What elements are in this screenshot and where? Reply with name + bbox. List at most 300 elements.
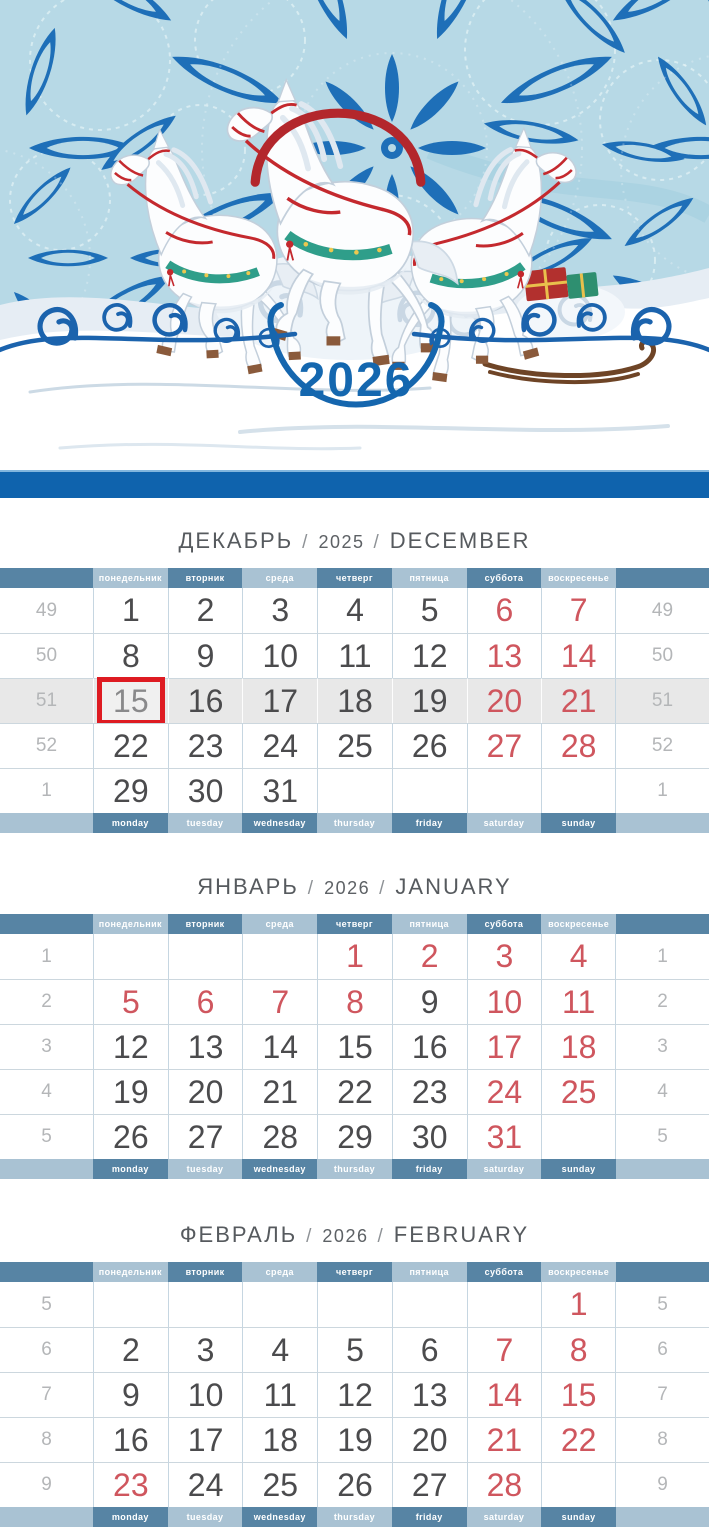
weekday-cell-ru (242, 1262, 317, 1282)
date-cell (541, 1417, 616, 1462)
date-cell (467, 1024, 542, 1069)
week-number-left (0, 1282, 93, 1327)
date-cell (541, 633, 616, 678)
date-cell (242, 1114, 317, 1159)
date-cell-label: 13 (187, 1028, 224, 1065)
date-cell-label: 10 (262, 637, 299, 674)
week-number-left (0, 1372, 93, 1417)
weekday-cell-ru-label: вторник (185, 1267, 225, 1277)
date-cell (467, 1372, 542, 1417)
date-cell-label: 26 (113, 1118, 149, 1155)
date-cell (541, 723, 616, 768)
week-number-left (0, 678, 93, 723)
ornament-center-dot (388, 144, 396, 152)
weekday-cell-ru-label: четверг (335, 919, 373, 929)
week-number-right-label: 1 (657, 945, 668, 967)
date-cell (168, 1024, 243, 1069)
date-cell-label: 15 (113, 682, 149, 719)
month-title (0, 528, 709, 556)
date-cell-label: 22 (337, 1073, 373, 1110)
week-number-right (616, 1024, 709, 1069)
date-cell-label: 17 (187, 1421, 224, 1458)
weekday-cell-ru (392, 568, 467, 588)
week-number-right (616, 1069, 709, 1114)
date-cell-label: 28 (486, 1466, 523, 1503)
date-cell (242, 1024, 317, 1069)
week-number-left-label: 4 (41, 1081, 52, 1102)
month-year: 2026 (322, 1226, 369, 1246)
date-cell (317, 768, 392, 813)
date-cell-label: 26 (337, 1466, 373, 1503)
date-cell-label: 12 (411, 637, 448, 674)
weekday-cell-en-label: friday (415, 1512, 443, 1522)
weekday-cell-ru-label: воскресенье (548, 919, 610, 929)
title-separator: / (307, 878, 316, 899)
date-cell-label: 23 (113, 1466, 149, 1503)
date-cell-label: 8 (121, 637, 140, 674)
weekday-cell-en-label: tuesday (186, 1164, 224, 1174)
weekday-cell-en (242, 813, 317, 833)
strip-edge-left (0, 1262, 93, 1282)
date-cell (93, 1024, 168, 1069)
week-number-left-label: 8 (41, 1429, 52, 1450)
date-cell-label: 31 (262, 772, 299, 809)
week-number-left (0, 768, 93, 813)
week-number-left-label: 6 (41, 1339, 52, 1360)
weekday-cell-en-label: thursday (333, 818, 376, 828)
date-cell (242, 678, 317, 723)
calendar-grid-february (0, 1262, 709, 1527)
date-cell-label: 15 (560, 1376, 597, 1413)
date-cell-label: 21 (486, 1421, 523, 1458)
weekday-cell-en (317, 813, 392, 833)
weekday-cell-ru-label: среда (265, 1267, 294, 1277)
date-cell (168, 1282, 243, 1327)
week-number-right (616, 1462, 709, 1507)
weekday-cell-ru (467, 914, 542, 934)
week-number-right-label: 50 (651, 645, 674, 666)
weekday-cell-ru (93, 568, 168, 588)
date-cell (242, 1282, 317, 1327)
calendar-grid-january (0, 914, 709, 1179)
date-cell (317, 1282, 392, 1327)
date-cell (168, 1327, 243, 1372)
date-cell-label: 6 (196, 983, 215, 1020)
date-cell-label: 30 (411, 1118, 448, 1155)
date-cell (467, 678, 542, 723)
date-cell (317, 1327, 392, 1372)
date-cell (467, 1282, 542, 1327)
date-cell (467, 588, 542, 633)
date-cell (168, 1462, 243, 1507)
week-number-right (616, 979, 709, 1024)
date-cell-label: 13 (411, 1376, 448, 1413)
weekday-cell-en (317, 1507, 392, 1527)
weekday-cell-ru-label: суббота (484, 1267, 524, 1277)
week-number-right-label: 8 (657, 1429, 668, 1450)
weekday-cell-en-label: monday (111, 818, 149, 828)
date-cell-label: 7 (271, 983, 290, 1020)
strip-edge-right (616, 914, 709, 934)
date-cell (242, 723, 317, 768)
date-cell (541, 1327, 616, 1372)
date-cell-label: 14 (560, 637, 597, 674)
week-number-right-label: 3 (657, 1036, 668, 1057)
date-cell (317, 1462, 392, 1507)
date-cell (467, 1462, 542, 1507)
date-cell-label: 17 (262, 682, 299, 719)
date-cell-label: 27 (187, 1118, 224, 1155)
week-number-right-label: 9 (657, 1474, 668, 1495)
weekday-cell-ru-label: понедельник (98, 573, 162, 583)
date-cell-label: 28 (262, 1118, 299, 1155)
week-number-right (616, 588, 709, 633)
weekday-cell-en (392, 1507, 467, 1527)
weekday-cell-ru-label: суббота (484, 573, 524, 583)
date-cell-label: 9 (196, 637, 215, 674)
date-cell-label: 13 (486, 637, 523, 674)
weekday-cell-ru-label: воскресенье (548, 573, 610, 583)
week-number-left-label: 9 (41, 1474, 52, 1495)
weekday-cell-en (392, 813, 467, 833)
date-cell-label: 20 (486, 682, 523, 719)
month-name-ru: ФЕВРАЛЬ (179, 1222, 298, 1247)
month-name-ru: ДЕКАБРЬ (178, 528, 294, 553)
date-cell (392, 588, 467, 633)
date-cell-label: 10 (486, 983, 523, 1020)
date-cell-label: 21 (262, 1073, 299, 1110)
date-cell-label: 5 (346, 1331, 364, 1368)
date-cell-label: 16 (187, 682, 224, 719)
week-number-left-label: 52 (35, 735, 58, 756)
date-cell (93, 1114, 168, 1159)
weekday-cell-en (93, 1159, 168, 1179)
date-cell-label: 23 (187, 727, 224, 764)
year-text: 2026 (298, 354, 414, 407)
weekday-cell-ru (392, 914, 467, 934)
date-cell-label: 29 (337, 1118, 373, 1155)
date-cell-label: 3 (495, 938, 514, 974)
date-cell-label: 2 (121, 1331, 140, 1368)
week-number-left (0, 1327, 93, 1372)
strip-edge-left (0, 568, 93, 588)
weekday-cell-ru (467, 1262, 542, 1282)
week-number-right (616, 934, 709, 979)
date-cell (168, 633, 243, 678)
month-name-en: JANUARY (395, 874, 512, 899)
week-number-left-label: 51 (35, 690, 58, 711)
date-cell-label: 18 (560, 1028, 597, 1065)
date-cell (541, 1069, 616, 1114)
date-cell-label: 6 (495, 592, 514, 628)
weekday-cell-en-label: wednesday (253, 1512, 306, 1522)
date-cell-label: 24 (262, 727, 299, 764)
month-section-february (0, 1222, 709, 1527)
weekday-cell-ru (168, 568, 243, 588)
weekday-cell-ru (242, 568, 317, 588)
month-year: 2025 (318, 532, 365, 552)
date-cell (392, 723, 467, 768)
week-number-right-label: 6 (657, 1339, 668, 1360)
date-cell-label: 25 (337, 727, 373, 764)
weekday-cell-en-label: sunday (561, 818, 596, 828)
week-number-left-label: 2 (41, 991, 52, 1012)
weekday-cell-ru (317, 1262, 392, 1282)
date-cell (467, 768, 542, 813)
date-cell-label: 7 (569, 592, 588, 628)
date-cell-label: 7 (495, 1331, 514, 1368)
week-number-left (0, 979, 93, 1024)
header-artwork (0, 0, 709, 470)
date-cell (93, 1282, 168, 1327)
date-cell (317, 979, 392, 1024)
date-cell-label: 11 (562, 983, 596, 1020)
weekday-cell-ru (467, 568, 542, 588)
date-cell (168, 723, 243, 768)
weekday-cell-en-label: monday (111, 1512, 149, 1522)
date-cell-label: 12 (337, 1376, 373, 1413)
weekday-cell-en (168, 1507, 243, 1527)
date-cell-label: 19 (337, 1421, 373, 1458)
date-cell (242, 1327, 317, 1372)
date-cell (467, 1069, 542, 1114)
date-cell-label: 17 (486, 1028, 523, 1065)
date-cell-label: 31 (486, 1118, 523, 1155)
date-cell (392, 1327, 467, 1372)
date-cell (467, 934, 542, 979)
date-cell (392, 979, 467, 1024)
date-cell-label: 1 (569, 1286, 588, 1322)
weekday-cell-ru (93, 914, 168, 934)
week-number-left (0, 934, 93, 979)
date-cell-label: 1 (121, 592, 140, 628)
weekday-cell-ru (541, 914, 616, 934)
week-number-right-label: 5 (657, 1293, 668, 1315)
date-cell (392, 678, 467, 723)
date-cell-label: 14 (262, 1028, 299, 1065)
date-cell (93, 678, 168, 723)
date-cell (93, 979, 168, 1024)
week-number-right (616, 678, 709, 723)
date-cell-label: 3 (196, 1331, 215, 1368)
weekday-cell-en-label: saturday (483, 1164, 525, 1174)
month-name-ru: ЯНВАРЬ (197, 874, 299, 899)
date-cell (541, 678, 616, 723)
weekday-cell-en-label: friday (415, 818, 443, 828)
date-cell (541, 588, 616, 633)
weekday-cell-ru-label: понедельник (98, 1267, 162, 1277)
date-cell-label: 19 (113, 1073, 149, 1110)
weekday-cell-ru-label: четверг (335, 1267, 373, 1277)
month-name-en: FEBRUARY (393, 1222, 530, 1247)
weekday-cell-ru-label: пятница (409, 573, 449, 583)
date-cell (467, 633, 542, 678)
weekday-cell-en (541, 1159, 616, 1179)
calendar-grid-december (0, 568, 709, 833)
date-cell (541, 934, 616, 979)
date-cell-label: 16 (411, 1028, 448, 1065)
date-cell-label: 1 (346, 938, 364, 974)
week-number-left-label: 5 (41, 1126, 52, 1147)
date-cell-label: 19 (411, 682, 448, 719)
date-cell (317, 1024, 392, 1069)
date-cell (541, 768, 616, 813)
date-cell (317, 1114, 392, 1159)
strip-edge-left (0, 914, 93, 934)
date-cell-label: 24 (187, 1466, 224, 1503)
date-cell (93, 1069, 168, 1114)
date-cell-label: 27 (486, 727, 523, 764)
weekday-cell-ru-label: среда (265, 573, 294, 583)
date-cell-label: 27 (411, 1466, 448, 1503)
date-cell (242, 768, 317, 813)
date-cell (93, 588, 168, 633)
date-cell (392, 1069, 467, 1114)
date-cell (168, 979, 243, 1024)
weekday-cell-en (168, 1159, 243, 1179)
date-cell-label: 4 (271, 1331, 290, 1368)
date-cell (242, 934, 317, 979)
weekday-cell-ru (541, 1262, 616, 1282)
weekday-cell-en-label: sunday (561, 1164, 596, 1174)
date-cell-label: 25 (262, 1466, 299, 1503)
month-section-january (0, 874, 709, 1179)
weekday-cell-ru-label: вторник (185, 919, 225, 929)
date-cell (242, 979, 317, 1024)
weekday-cell-en (317, 1159, 392, 1179)
date-cell (467, 1114, 542, 1159)
date-cell-label: 24 (486, 1073, 523, 1110)
date-cell-label: 8 (346, 983, 364, 1020)
weekday-cell-ru-label: среда (265, 919, 294, 929)
date-cell (317, 588, 392, 633)
date-cell (467, 979, 542, 1024)
date-cell-label: 22 (113, 727, 149, 764)
date-cell-label: 4 (346, 592, 364, 628)
date-cell (93, 633, 168, 678)
date-cell (168, 1417, 243, 1462)
weekday-cell-en-label: monday (111, 1164, 149, 1174)
date-cell-label: 20 (187, 1073, 224, 1110)
weekday-cell-en (168, 813, 243, 833)
week-number-left (0, 1069, 93, 1114)
date-cell-label: 2 (420, 938, 439, 974)
weekday-cell-ru-label: пятница (409, 919, 449, 929)
weekday-cell-ru-label: вторник (185, 573, 225, 583)
date-cell (168, 678, 243, 723)
weekday-cell-ru (168, 1262, 243, 1282)
month-title (0, 874, 709, 902)
weekday-cell-en-label: tuesday (186, 1512, 224, 1522)
date-cell (317, 723, 392, 768)
weekday-cell-en-label: wednesday (253, 1164, 306, 1174)
weekday-cell-ru (242, 914, 317, 934)
date-cell-label: 9 (121, 1376, 140, 1413)
week-number-left (0, 1114, 93, 1159)
date-cell (93, 1327, 168, 1372)
date-cell (392, 1282, 467, 1327)
week-number-left (0, 588, 93, 633)
date-cell (168, 768, 243, 813)
week-number-left-label: 3 (41, 1036, 52, 1057)
weekday-cell-ru (168, 914, 243, 934)
date-cell (392, 934, 467, 979)
weekday-cell-en (93, 1507, 168, 1527)
date-cell (392, 1024, 467, 1069)
date-cell (317, 1372, 392, 1417)
month-name-en: DECEMBER (389, 528, 531, 553)
date-cell (541, 1372, 616, 1417)
title-separator: / (373, 532, 381, 553)
date-cell (93, 723, 168, 768)
weekday-cell-en (541, 1507, 616, 1527)
date-cell-label: 12 (113, 1028, 149, 1065)
week-number-right (616, 768, 709, 813)
weekday-cell-en-label: friday (415, 1164, 443, 1174)
week-number-right (616, 1282, 709, 1327)
date-cell-label: 25 (560, 1073, 597, 1110)
week-number-left (0, 1024, 93, 1069)
date-cell-label: 10 (187, 1376, 224, 1413)
date-cell-label: 5 (121, 983, 140, 1020)
date-cell (541, 979, 616, 1024)
date-cell-label: 28 (560, 727, 597, 764)
current-day-marker (97, 677, 165, 725)
date-cell (93, 1417, 168, 1462)
date-cell-label: 18 (262, 1421, 299, 1458)
strip-edge-right (616, 1159, 709, 1179)
week-number-right (616, 723, 709, 768)
strip-edge-right (616, 568, 709, 588)
date-cell (93, 1462, 168, 1507)
weekday-cell-ru-label: суббота (484, 919, 524, 929)
date-cell (541, 1282, 616, 1327)
month-title (0, 1222, 709, 1250)
week-number-left (0, 1462, 93, 1507)
title-separator: / (302, 532, 310, 553)
week-number-right (616, 1114, 709, 1159)
title-separator: / (377, 1226, 385, 1247)
week-number-right-label: 51 (651, 690, 674, 711)
date-cell-label: 4 (569, 938, 588, 974)
title-separator: / (379, 878, 387, 899)
date-cell (541, 1114, 616, 1159)
date-cell (242, 1372, 317, 1417)
date-cell-label: 11 (263, 1376, 297, 1413)
date-cell-label: 14 (486, 1376, 523, 1413)
date-cell (93, 934, 168, 979)
weekday-cell-ru-label: понедельник (98, 919, 162, 929)
weekday-cell-ru (93, 1262, 168, 1282)
date-cell (317, 934, 392, 979)
date-cell (317, 678, 392, 723)
weekday-cell-en-label: wednesday (253, 818, 306, 828)
date-cell (242, 1417, 317, 1462)
week-number-right (616, 1417, 709, 1462)
strip-edge-right (616, 1507, 709, 1527)
strip-edge-left (0, 1507, 93, 1527)
strip-edge-right (616, 1262, 709, 1282)
week-number-right-label: 52 (651, 735, 674, 756)
date-cell (168, 588, 243, 633)
date-cell-label: 20 (411, 1421, 448, 1458)
weekday-cell-en-label: thursday (333, 1164, 376, 1174)
date-cell (242, 588, 317, 633)
weekday-cell-en (242, 1159, 317, 1179)
date-cell-label: 9 (420, 983, 439, 1020)
date-cell (467, 1327, 542, 1372)
week-number-right-label: 1 (657, 780, 668, 801)
